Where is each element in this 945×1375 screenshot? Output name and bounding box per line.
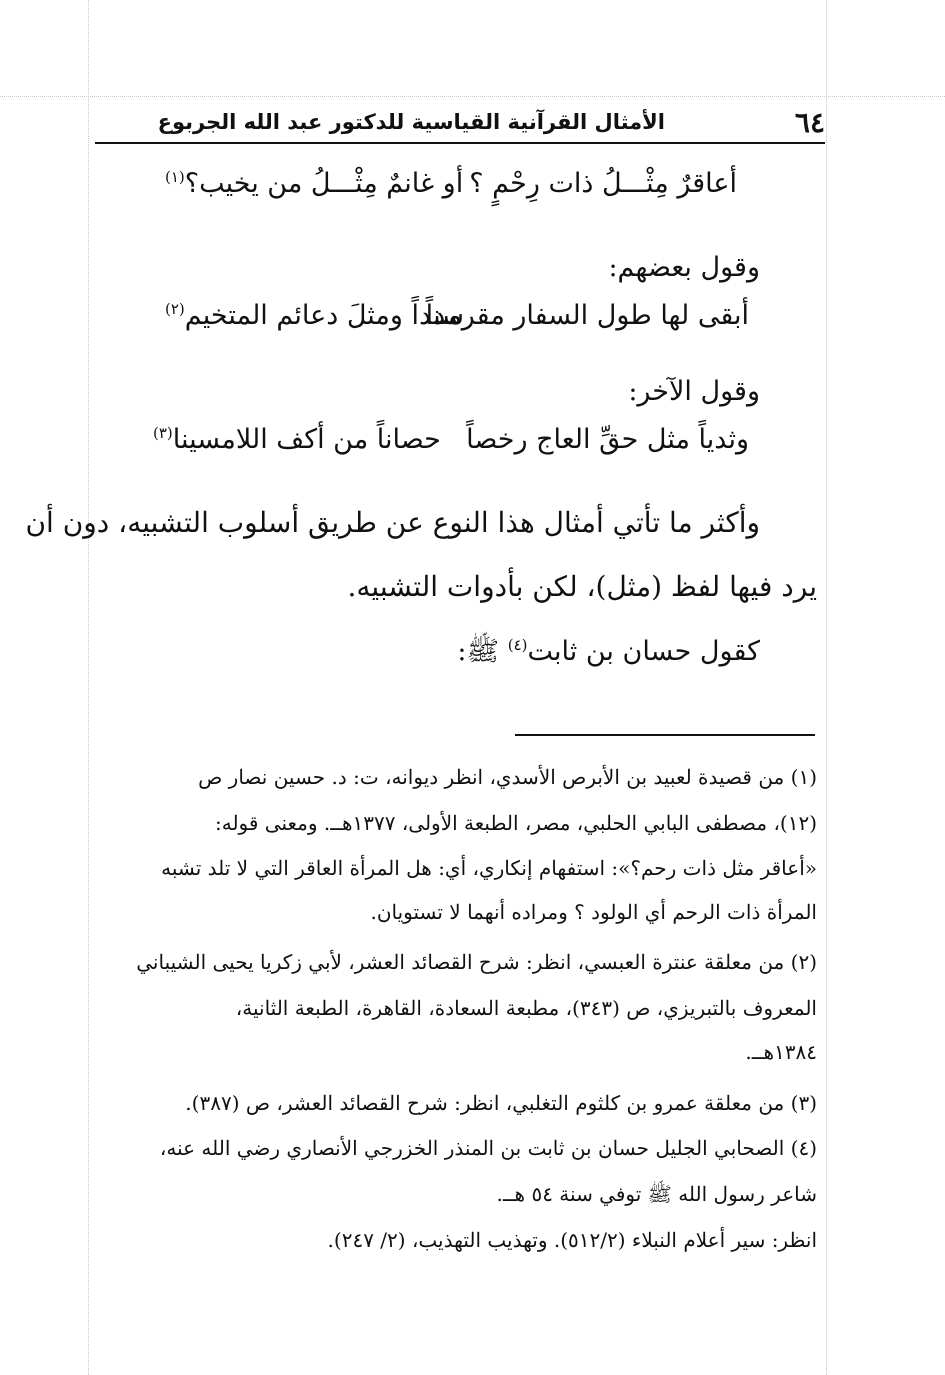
intro-quote-2: وقول بعضهم: — [608, 252, 760, 283]
verse1-second-hemistich — [165, 168, 463, 199]
footnote-ref-2: (٢) — [165, 300, 185, 318]
honorific-glyph: ﷺ: — [457, 636, 500, 667]
scan-guide-right — [826, 0, 827, 1375]
scan-guide-left — [88, 0, 89, 1375]
footnote-2-line-2: المعروف بالتبريزي، ص (٣٤٣)، مطبعة السعادة، القاهرة، الطبعة الثانية، — [235, 996, 817, 1020]
running-title: الأمثال القرآنية القياسية للدكتور عبد الله الجربوع — [157, 110, 665, 134]
footnote-ref-4: (٤) — [507, 636, 528, 654]
verse1-second-text: أو غانمٌ مِثْـــلُ من يخيب؟ — [184, 168, 464, 199]
footnote-1-line-2: (١٢)، مصطفى البابي الحلبي، مصر، الطبعة الأولى، ١٣٧٧هــ. ومعنى قوله: — [215, 811, 817, 835]
footnote-separator — [515, 734, 815, 736]
hassan-text: كقول حسان بن ثابت — [527, 636, 760, 667]
footnote-1-line-1: (١) من قصيدة لعبيد بن الأبرص الأسدي، انظر ديوانه، ت: د. حسين نصار ص — [198, 765, 817, 789]
footnote-4-line-3: انظر: سير أعلام النبلاء (٥١٢/٢). وتهذيب التهذيب، (٢/ ٢٤٧). — [327, 1228, 817, 1252]
verse2-second-hemistich — [165, 300, 464, 331]
verse3-first-hemistich: وثدياً مثل حقِّ العاج رخصاً — [466, 424, 749, 455]
paragraph-line-1: وأكثر ما تأتي أمثال هذا النوع عن طريق أسلوب التشبيه، دون أن — [25, 506, 760, 539]
verse3-second-hemistich — [153, 424, 441, 455]
footnote-ref-1: (١) — [165, 168, 185, 186]
paragraph-line-2: يرد فيها لفظ (مثل)، لكن بأدوات التشبيه. — [347, 570, 817, 603]
page-number: ٦٤ — [794, 106, 825, 139]
paragraph-hassan — [457, 634, 760, 674]
footnote-1-line-3: «أعاقر مثل ذات رحم؟»: استفهام إنكاري، أي: هل المرأة العاقر التي لا تلد تشبه — [161, 856, 817, 880]
intro-quote-3: وقول الآخر: — [628, 376, 760, 407]
footnote-ref-3: (٣) — [153, 424, 173, 442]
scan-guide-top — [0, 96, 945, 97]
footnote-2-line-3: ١٣٨٤هــ. — [745, 1040, 817, 1064]
footnote-2-line-1: (٢) من معلقة عنترة العبسي، انظر: شرح القصائد العشر، لأبي زكريا يحيى الشيباني — [136, 950, 817, 974]
footnote-4-line-2: شاعر رسول الله ﷺ توفي سنة ٥٤ هــ. — [496, 1182, 817, 1206]
page-header — [95, 106, 825, 144]
verse2-second-text: سنداً ومثلَ دعائم المتخيم — [184, 300, 464, 331]
footnote-4-line-1: (٤) الصحابي الجليل حسان بن ثابت بن المنذر الخزرجي الأنصاري رضي الله عنه، — [159, 1136, 817, 1160]
footnote-1-line-4: المرأة ذات الرحم أي الولود ؟ ومراده أنهما لا تستويان. — [370, 900, 817, 924]
footnote-3-line-1: (٣) من معلقة عمرو بن كلثوم التغلبي، انظر: شرح القصائد العشر، ص (٣٨٧). — [185, 1091, 817, 1115]
verse3-second-text: حصاناً من أكف اللامسينا — [172, 424, 441, 455]
verse1-first-hemistich: أعاقرٌ مِثْـــلُ ذات رِحْمٍ ؟ — [469, 168, 737, 199]
verse2-first-hemistich: أبقى لها طول السفار مقرمداً — [425, 300, 749, 331]
